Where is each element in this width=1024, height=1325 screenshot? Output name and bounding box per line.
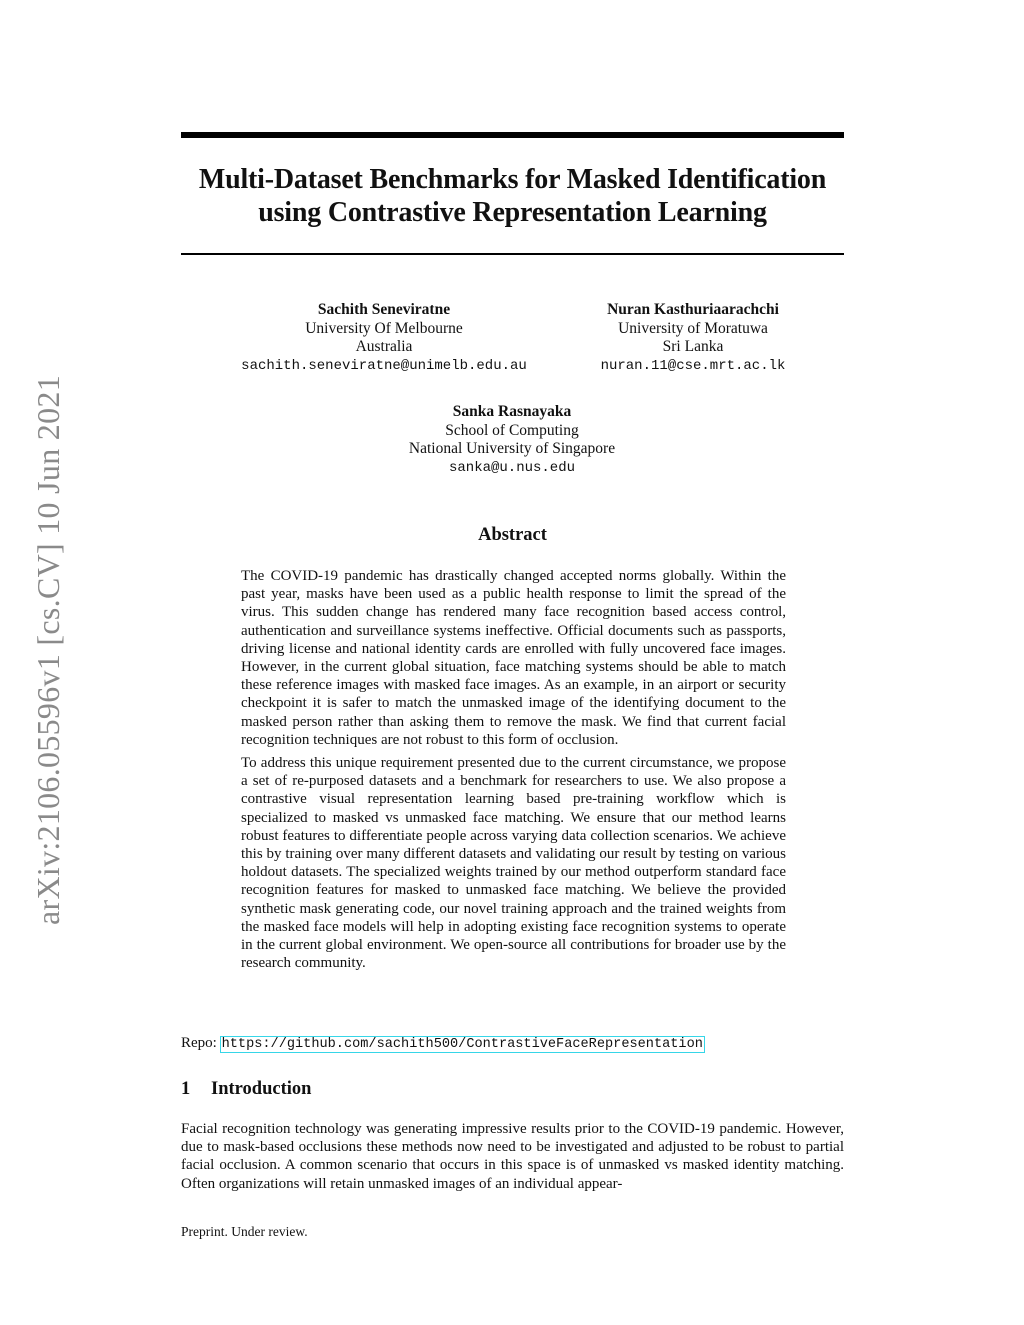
author-block-2 bbox=[583, 301, 803, 375]
author-name: Sachith Seneviratne bbox=[317, 301, 451, 318]
section-heading-introduction bbox=[181, 1078, 844, 1100]
arxiv-stamp: arXiv:2106.05596v1 [cs.CV] 10 Jun 2021 bbox=[30, 374, 66, 926]
author-affiliation: University Of Melbourne bbox=[305, 319, 463, 337]
footer-note: Preprint. Under review. bbox=[181, 1224, 308, 1239]
title-bottom-rule bbox=[181, 253, 844, 255]
author-block-1 bbox=[224, 301, 544, 375]
author-location: Sri Lanka bbox=[662, 338, 724, 355]
paper-title bbox=[181, 163, 844, 229]
abstract-paragraph-2: To address this unique requirement presented due to the current circumstance, we propose a set of re-purposed datasets and a benchmark for researchers to use. We also propose a contrastive visual representation learning based pre-training workflow which is specialized to masked vs unmasked face matching. We ensure that our method learns robust features to differentiate people across varying data collection scenarios. We achieve this by training over many different datasets and validating our result by testing on various holdout datasets. The specialized weights trained by our method outperform standard face recognition features for masked to unmasked face matching. We believe the provided synthetic mask generating code, our novel training approach and the trained weights from the masked face models will help in adopting existing face recognition systems to operate in the current global environment. We open-source all contributions for broader use by the research community. bbox=[241, 755, 786, 972]
author-location: Australia bbox=[355, 338, 413, 355]
paper-title-line-1: Multi-Dataset Benchmarks for Masked Identification bbox=[198, 164, 827, 195]
author-affiliation: University of Moratuwa bbox=[618, 319, 768, 337]
author-name: Nuran Kasthuriaarachchi bbox=[607, 301, 779, 318]
author-email[interactable]: nuran.11@cse.mrt.ac.lk bbox=[600, 357, 786, 374]
author-name: Sanka Rasnayaka bbox=[452, 403, 572, 420]
repo-label: Repo: bbox=[181, 1035, 217, 1051]
repo-line bbox=[181, 1034, 844, 1054]
section-title: Introduction bbox=[211, 1079, 312, 1099]
paper-title-line-2: using Contrastive Representation Learning bbox=[258, 197, 767, 228]
abstract-body bbox=[241, 567, 786, 977]
author-email[interactable]: sanka@u.nus.edu bbox=[448, 459, 576, 476]
introduction-paragraph: Facial recognition technology was generating impressive results prior to the COVID-19 pandemic. However, due to mask-based occlusions these methods now need to be investigated and adjusted to be robust to partial facial occlusion. A common scenario that occurs in this space is of unmasked vs masked identity matching. Often organizations will retain unmasked images of an individual appear- bbox=[181, 1121, 844, 1192]
section-number: 1 bbox=[181, 1079, 191, 1099]
author-block-3 bbox=[362, 403, 662, 477]
author-affiliation: School of Computing bbox=[445, 421, 579, 439]
author-email[interactable]: sachith.seneviratne@unimelb.edu.au bbox=[241, 357, 527, 374]
title-top-rule bbox=[181, 132, 844, 138]
abstract-paragraph-1: The COVID-19 pandemic has drastically changed accepted norms globally. Within the past year, masks have been used as a public health response to limit the spread of the virus. This sudden change has rendered many face recognition based access control, authentication and surveillance systems ineffective. Official documents such as passports, driving license and national identity cards are enrolled with fully uncovered face images. However, in the current global situation, face matching systems should be able to match these reference images with masked face images. As an example, in an airport or security checkpoint it is safer to match the unmasked image of the identifying document to the masked person rather than asking them to remove the mask. We find that current facial recognition techniques are not robust to this form of occlusion. bbox=[241, 568, 786, 748]
repo-link[interactable]: https://github.com/sachith500/ContrastiveFaceRepresentation bbox=[221, 1037, 703, 1052]
author-location: National University of Singapore bbox=[408, 440, 616, 457]
abstract-heading: Abstract bbox=[478, 525, 547, 545]
